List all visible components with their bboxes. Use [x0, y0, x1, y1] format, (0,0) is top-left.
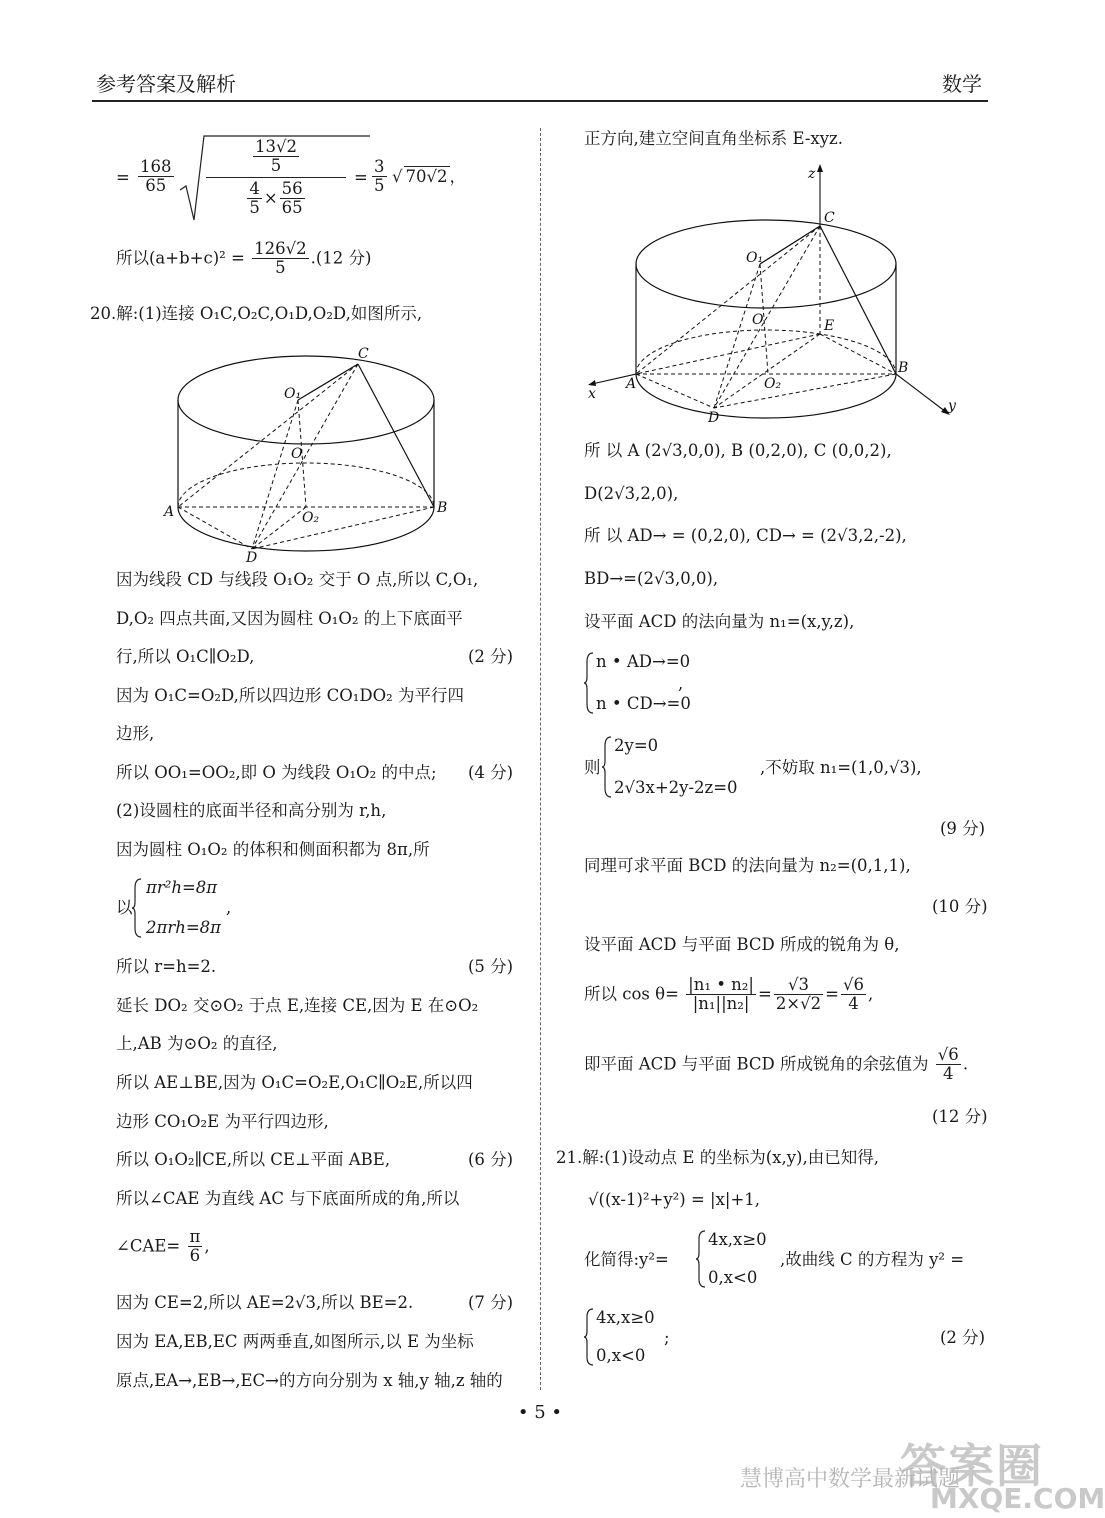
score-9: (9 分): [940, 819, 986, 838]
system2-brace: [584, 652, 594, 714]
fig1-label-d: D: [246, 550, 258, 566]
proof-line-4: 因为 O₁C=O₂D,所以四边形 CO₁DO₂ 为平行四: [116, 686, 464, 705]
cosine-line: 所以 cos θ= $\frac{\text{|n₁ • n₂|}}{\text{|n₁||n₂|}}$ = $\frac{√3}{2\times√2}$ = $\frac{√6}{4}$ ,: [584, 975, 874, 1014]
right-line-10: 设平面 ACD 与平面 BCD 所成的锐角为 θ,: [584, 935, 900, 954]
fig2-label-c: C: [824, 210, 835, 226]
q21-heading: 21.解:(1)设动点 E 的坐标为(x,y),由已知得,: [556, 1148, 879, 1167]
fig1-label-a: A: [164, 504, 175, 520]
right-line-5: BD→=(2√3,0,0),: [584, 569, 719, 588]
fig2-label-o2: O₂: [764, 376, 782, 392]
score-5: (5 分): [468, 957, 514, 976]
distance-equation: √((x-1)²+y²) = |x|+1,: [588, 1190, 761, 1209]
eq1-times: ×: [263, 188, 278, 208]
header-subject: 数学: [942, 72, 982, 96]
left-column: [0, 0, 540, 1400]
fig2-label-e: E: [824, 318, 835, 334]
conclusion-line: 即平面 ACD 与平面 BCD 所成锐角的余弦值为 $\frac{√6}{4}$ .: [584, 1045, 969, 1084]
score-10: (10 分): [932, 897, 988, 916]
proof-line-7: (2)设圆柱的底面半径和高分别为 r,h,: [116, 801, 387, 820]
eq1-equals: =: [116, 168, 130, 187]
piecewise1-brace: [696, 1230, 706, 1288]
fig2-label-d: D: [708, 410, 720, 426]
fig1-label-c: C: [358, 346, 369, 362]
proof-line-16: 所以∠CAE 为直线 AC 与下底面所成的角,所以: [116, 1189, 460, 1208]
fig1-label-b: B: [437, 500, 448, 516]
fig1-label-o1: O₁: [284, 386, 302, 402]
eq1-result-fraction: $\frac{3}{5}$: [374, 157, 385, 196]
right-column: [540, 0, 1080, 1400]
eq1-radical: √ 70√2 ，: [392, 167, 467, 186]
system1-brace: [132, 878, 142, 938]
proof-line-13: 所以 AE⊥BE,因为 O₁C=O₂E,O₁C∥O₂E,所以四: [116, 1073, 473, 1092]
score-4: (4 分): [468, 763, 514, 782]
proof-line-10: 所以 r=h=2.: [116, 957, 217, 976]
right-line-9: 同理可求平面 BCD 的法向量为 n₂=(0,1,1),: [584, 856, 911, 875]
equation-system-1: 以 πr²h=8π 2πrh=8π ,: [116, 878, 232, 937]
proof-line-18: 因为 CE=2,所以 AE=2√3,所以 BE=2.: [116, 1293, 414, 1312]
score-2b: (2 分): [940, 1328, 986, 1347]
fig2-label-z: z: [808, 166, 816, 182]
score-12: (12 分): [932, 1107, 988, 1126]
cosine-fraction-1: $\frac{\text{|n₁ • n₂|}}{\text{|n₁||n₂|}}$: [688, 975, 754, 1014]
q20-heading: 20.解:(1)连接 O₁C,O₂C,O₁D,O₂D,如图所示,: [90, 304, 423, 323]
cosine-fraction-2: $\frac{√3}{2\times√2}$: [775, 975, 822, 1014]
eq1-inner-fraction: $\frac{13√2}{5}$: [254, 137, 297, 176]
fig1-label-o2: O₂: [302, 510, 320, 526]
proof-line-2: D,O₂ 四点共面,又因为圆柱 O₁O₂ 的上下底面平: [116, 609, 463, 628]
fig2-label-a: A: [626, 376, 637, 392]
system3-brace: [602, 736, 612, 798]
proof-line-11: 延长 DO₂ 交⊙O₂ 于点 E,连接 CE,因为 E 在⊙O₂: [116, 996, 479, 1015]
eq1-equals-2: =: [354, 168, 368, 187]
equation-system-2: n • AD→=0 n • CD→=0 ,: [584, 650, 704, 716]
cosine-fraction-3: $\frac{√6}{4}$: [842, 975, 864, 1014]
eq1-frac-a: $\frac{4}{5}$: [249, 179, 260, 218]
proof-line-1: 因为线段 CD 与线段 O₁O₂ 交于 O 点,所以 C,O₁,: [116, 570, 479, 589]
watermark-site-bottom: MXQE.COM: [930, 1482, 1105, 1515]
fig2-label-o: O: [752, 312, 764, 328]
fig2-label-b: B: [898, 360, 909, 376]
conclusion-fraction: $\frac{√6}{4}$: [937, 1045, 959, 1084]
fig2-label-x: x: [588, 386, 596, 402]
score-2: (2 分): [468, 647, 514, 666]
eq1-fraction: $\frac{168}{65}$: [140, 157, 172, 196]
proof-line-6: 所以 OO₁=OO₂,即 O 为线段 O₁O₂ 的中点;: [116, 763, 437, 782]
eq1-frac-b: $\frac{56}{65}$: [281, 179, 303, 218]
watermark-site-top: 答案圈: [900, 1439, 1044, 1493]
figure-cylinder-1: [160, 342, 460, 564]
proof-line-15: 所以 O₁O₂∥CE,所以 CE⊥平面 ABE,: [116, 1150, 391, 1169]
eq1-big-fraction: [206, 138, 346, 218]
proof-line-3: 行,所以 O₁C∥O₂D,: [116, 647, 255, 666]
piecewise-line-1: 化简得:y²= 4x,x≥0 0,x<0 ,故曲线 C 的方程为 y² =: [584, 1230, 965, 1287]
angle-fraction: $\frac{\pi}{6}$: [189, 1227, 201, 1266]
right-line-2: 所 以 A (2√3,0,0), B (0,2,0), C (0,0,2),: [584, 441, 892, 460]
right-line-1: 正方向,建立空间直角坐标系 E-xyz.: [584, 129, 843, 148]
fig2-label-y: y: [948, 398, 956, 414]
fig1-label-o: O: [291, 446, 303, 462]
proof-line-5: 边形,: [116, 724, 155, 743]
fig2-label-o1: O₁: [746, 250, 764, 266]
score-6: (6 分): [468, 1150, 514, 1169]
score-7: (7 分): [468, 1293, 514, 1312]
right-line-3: D(2√3,2,0),: [584, 484, 679, 503]
page-number: • 5 •: [517, 1402, 563, 1423]
header-title: 参考答案及解析: [96, 72, 236, 96]
proof-line-8: 因为圆柱 O₁O₂ 的体积和侧面积都为 8π,所: [116, 840, 430, 859]
watermark-account: 慧博高中数学最新试题: [740, 1467, 961, 1492]
proof-line-20: 原点,EA→,EB→,EC→的方向分别为 x 轴,y 轴,z 轴的: [116, 1371, 503, 1390]
right-line-6: 设平面 ACD 的法向量为 n₁=(x,y,z),: [584, 612, 855, 631]
right-line-4: 所 以 AD→ = (0,2,0), CD→ = (2√3,2,-2),: [584, 526, 907, 545]
proof-line-12: 上,AB 为⊙O₂ 的直径,: [116, 1034, 278, 1053]
proof-line-19: 因为 EA,EB,EC 两两垂直,如图所示,以 E 为坐标: [116, 1332, 474, 1351]
piecewise-line-2: 4x,x≥0 0,x<0 ;: [584, 1306, 704, 1368]
angle-line: ∠CAE= $\frac{\pi}{6}$ ,: [116, 1227, 210, 1266]
equation-system-3: 则 2y=0 2√3x+2y-2z=0 ,不妨取 n₁=(1,0,√3),: [584, 736, 922, 797]
sum-squared-line: 所以(a+b+c)² = $\frac{126√2}{5}$ .(12 分): [116, 239, 372, 278]
piecewise2-brace: [584, 1308, 594, 1366]
proof-line-14: 边形 CO₁O₂E 为平行四边形,: [116, 1112, 329, 1131]
figure-cylinder-2: [584, 164, 974, 426]
sum-squared-fraction: $\frac{126√2}{5}$: [254, 239, 307, 278]
